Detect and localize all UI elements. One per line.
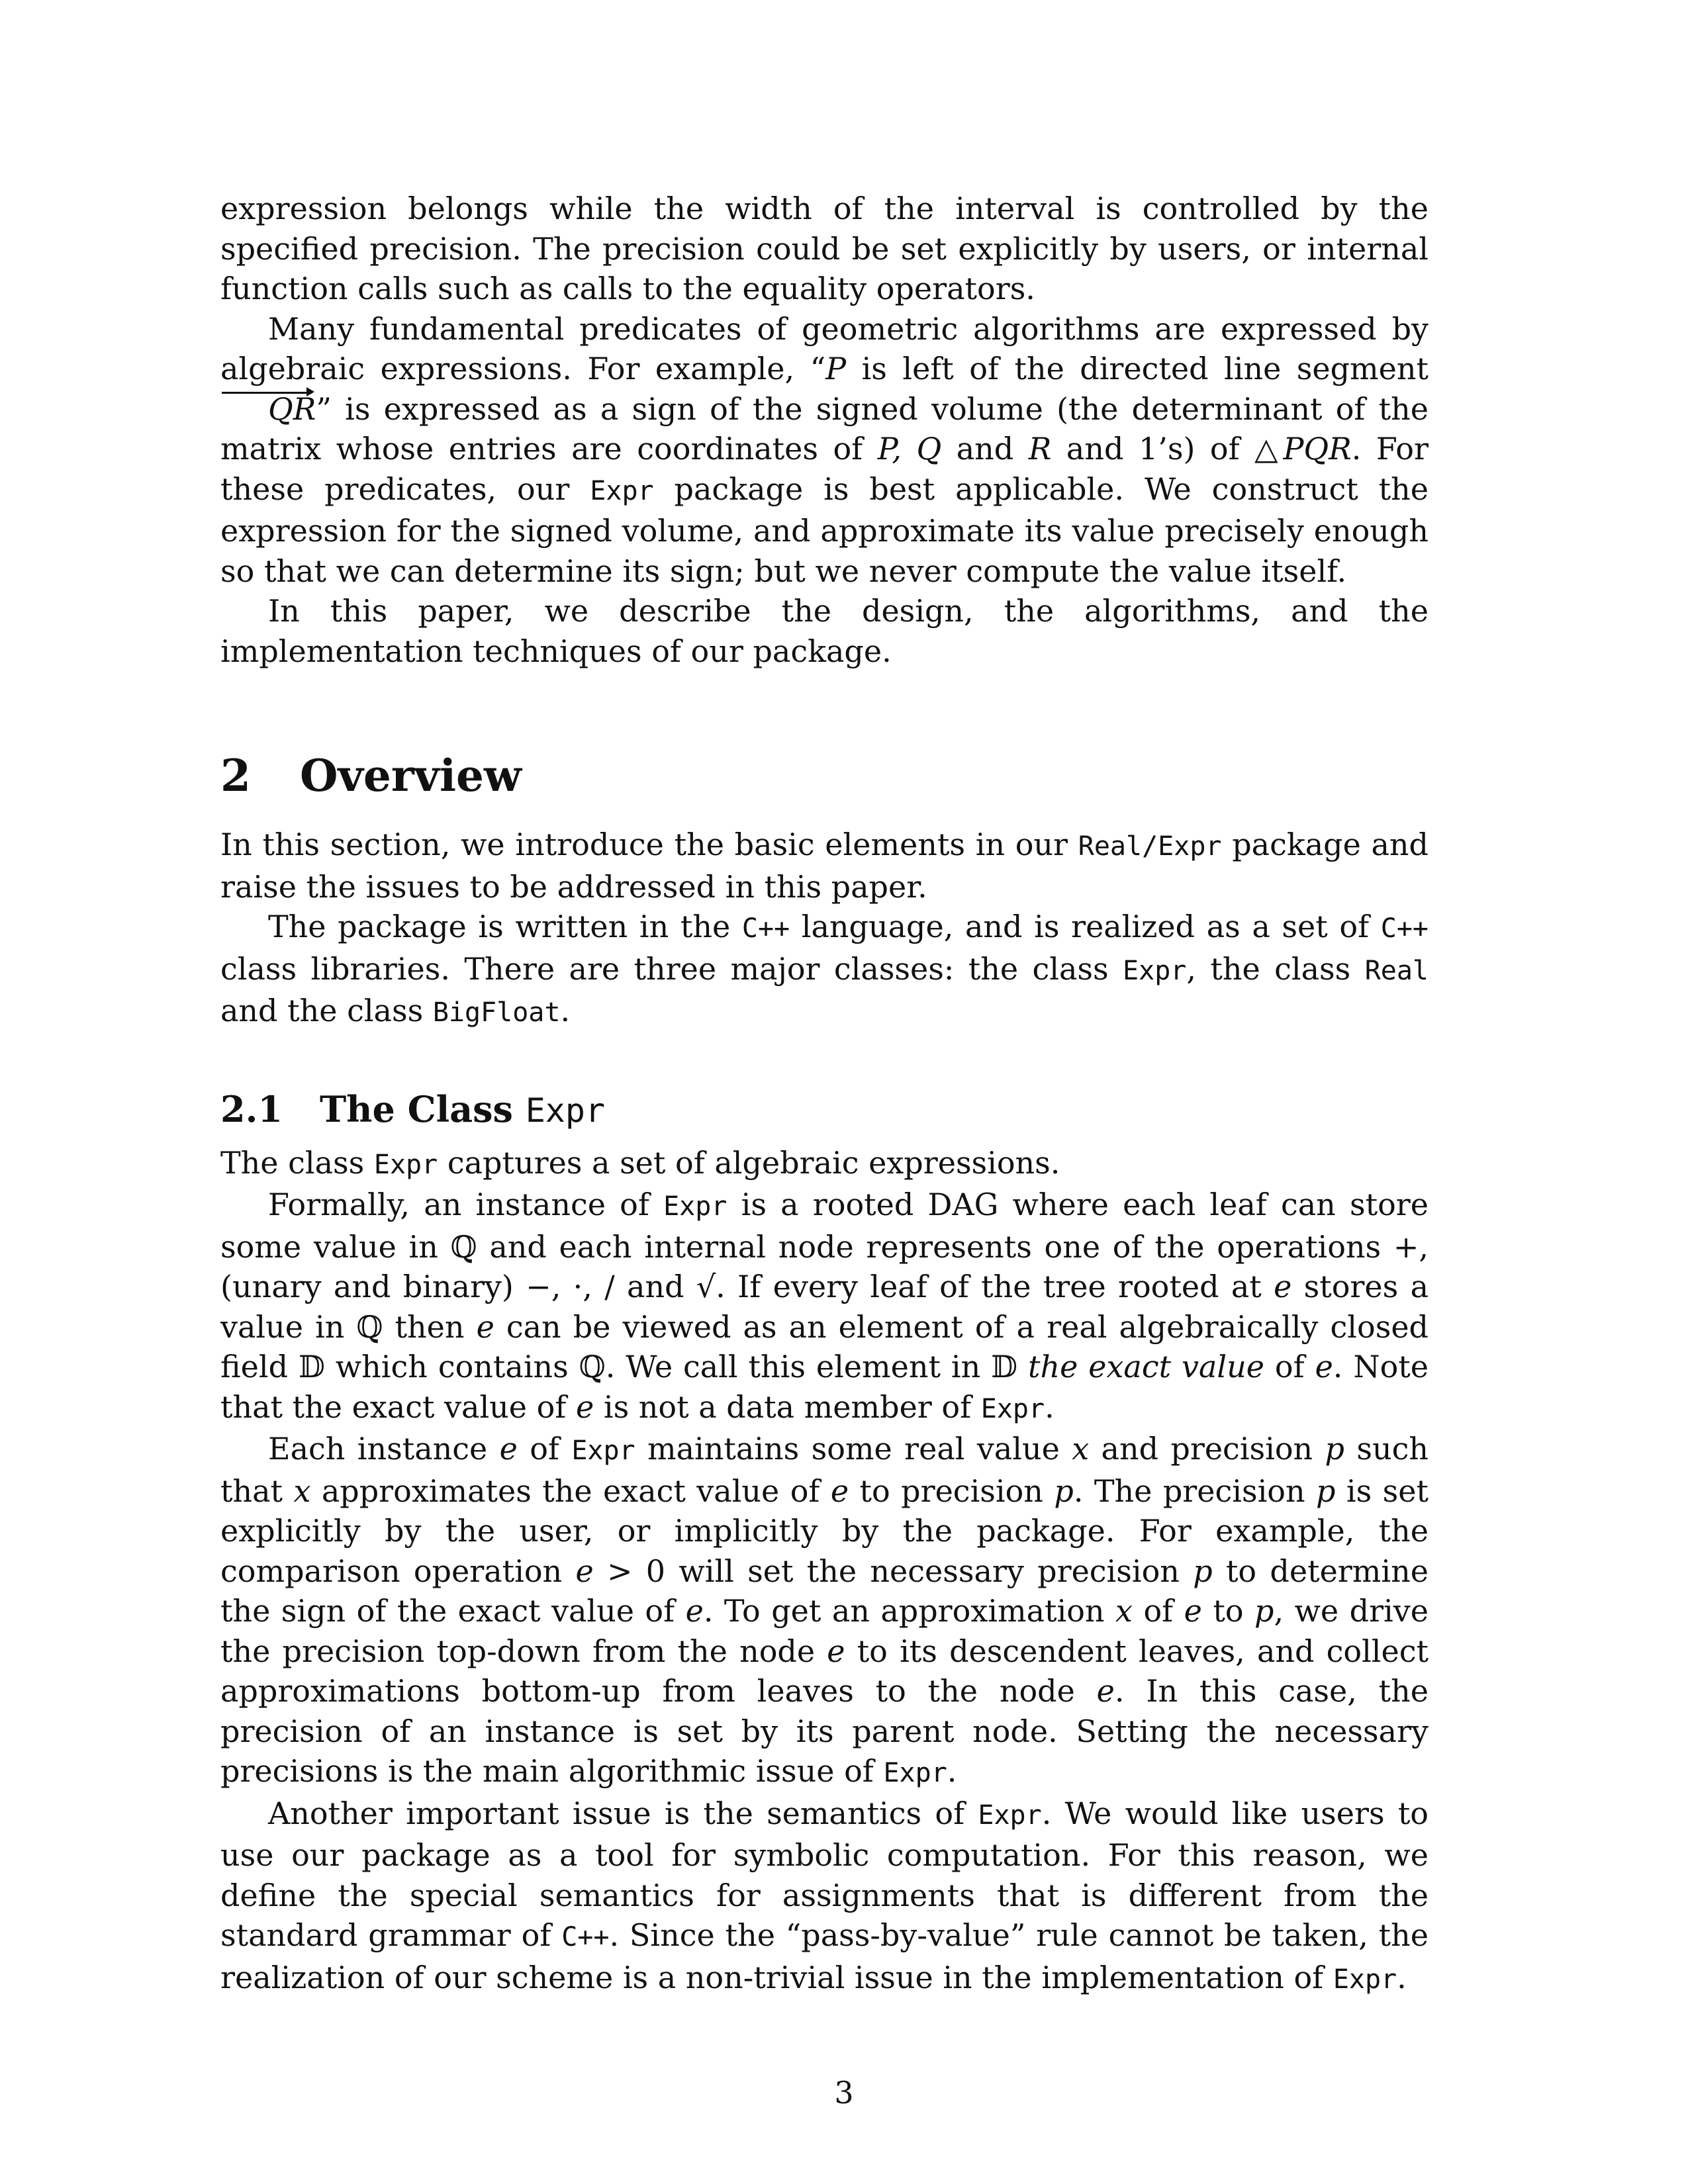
intro-paragraph-2 [220, 309, 1429, 592]
class-expr-paragraph-3 [220, 1429, 1429, 1794]
text: . [947, 1753, 957, 1789]
text: . To get an approximation [703, 1593, 1116, 1629]
text: to its descendent leaves, and collect approximations bottom-up from leaves to the node [220, 1633, 1429, 1709]
text: . Since the “pass-by-value” rule cannot be taken, the realization of our scheme is a non-trivial issue in the implementation of [220, 1917, 1429, 1995]
text: Many fundamental predicates of geometric algorithms are expressed by algebraic expressions. For example, “ [220, 310, 1429, 387]
text: The package is written in the [268, 909, 742, 944]
class-expr-paragraph-2 [220, 1185, 1429, 1429]
text: of [517, 1431, 572, 1467]
text: of [1132, 1593, 1184, 1629]
text: . Note that the exact value of [220, 1349, 1429, 1425]
text: . We would like users to use our package as a tool for symbolic computation. For this reason, we define the special semantics for assignments that is different from the standard grammar of [220, 1795, 1429, 1953]
math-var: e [1315, 1349, 1333, 1385]
intro-paragraph-3 [220, 591, 1429, 671]
math-var: e [575, 1553, 594, 1589]
math-var: p [1316, 1473, 1336, 1509]
text: of [1264, 1349, 1315, 1385]
text: is left of the directed line segment [846, 351, 1429, 387]
text: stores a value in ℚ then [220, 1269, 1429, 1345]
text: The class [220, 1144, 374, 1181]
text: to [1201, 1593, 1255, 1629]
math-var: PQR [1283, 431, 1352, 467]
code-term: Real/Expr [1078, 831, 1222, 862]
intro-paragraph-1 [220, 189, 1429, 309]
page-number: 3 [834, 2075, 854, 2111]
math-var: e [499, 1431, 518, 1467]
code-term: C++ [561, 1922, 610, 1952]
text: > 0 [593, 1553, 666, 1589]
math-var: e [827, 1633, 845, 1669]
math-var: e [830, 1473, 849, 1509]
math-var: x [1072, 1431, 1090, 1467]
text: Formally, an instance of [268, 1187, 664, 1222]
code-term: Real [1364, 955, 1429, 986]
code-term: C++ [1380, 913, 1429, 944]
text: , we drive the precision top-down from the node [220, 1593, 1429, 1669]
text: class libraries. There are three major classes: the class [220, 950, 1123, 987]
text: . The precision [1073, 1473, 1317, 1509]
text: . [1397, 1959, 1407, 1995]
code-term: BigFloat [432, 997, 561, 1028]
math-var: e [1184, 1593, 1202, 1629]
text: approximates the exact value of [310, 1473, 831, 1509]
code-term: Expr [978, 1799, 1042, 1831]
text: maintains some real value [635, 1431, 1072, 1467]
text: Another important issue is the semantics of [268, 1795, 978, 1831]
code-term: Expr [1123, 955, 1187, 986]
text: can be viewed as an element of a real algebraically closed field 𝔻 which contains ℚ. We call this element in 𝔻 [220, 1308, 1429, 1385]
text: to precision [849, 1473, 1055, 1509]
class-expr-paragraph-1 [220, 1143, 1429, 1185]
code-term: Expr [663, 1191, 727, 1222]
math-var: e [476, 1308, 494, 1345]
text: expression belongs while the width of the interval is controlled by the specified precision. The precision could be set explicitly by users, or internal function calls such as calls to the equality operators. [220, 191, 1429, 306]
text: . [1045, 1388, 1055, 1425]
math-var: p [1254, 1593, 1274, 1629]
text: . For these predicates, our [220, 431, 1429, 507]
overview-paragraph-2 [220, 907, 1429, 1033]
code-term: Expr [373, 1149, 438, 1180]
text: package is best applicable. We construct the expression for the signed volume, and approximate its value precisely enough so that we can determine its sign; but we never compute the value itself. [220, 471, 1429, 589]
class-expr-paragraph-4 [220, 1794, 1429, 2000]
math-var: e [1096, 1673, 1115, 1709]
math-var: x [293, 1473, 311, 1509]
text: is not a data member of [594, 1388, 981, 1425]
text: will set the necessary precision [665, 1553, 1194, 1589]
text: captures a set of algebraic expressions. [438, 1144, 1060, 1181]
text: . [560, 993, 571, 1028]
overview-paragraph-1 [220, 825, 1429, 907]
code-term: Expr [883, 1758, 947, 1788]
text: is a rooted DAG where each leaf can store some value in ℚ and each internal node represents one of the operations +, (unary and binary) −, ·, / and √. If every leaf of the tree rooted at [220, 1187, 1429, 1304]
math-var: x [1115, 1593, 1133, 1629]
code-term: C++ [741, 913, 790, 944]
text: Each instance [268, 1431, 500, 1467]
section-title: Overview [300, 750, 522, 801]
math-var: p [1325, 1431, 1344, 1467]
code-term: Expr [590, 475, 654, 506]
math-var: p [1054, 1473, 1074, 1509]
subsection-number: 2.1 [220, 1087, 283, 1130]
code-term: Expr [571, 1435, 635, 1466]
math-var: p [1193, 1553, 1213, 1589]
subsection-heading-class-expr [220, 1086, 1429, 1134]
math-var: e [576, 1388, 594, 1425]
text: and the class [220, 993, 433, 1028]
text: package and raise the issues to be addressed in this paper. [220, 827, 1429, 905]
code-term: Expr [525, 1091, 606, 1130]
math-var: P, Q [877, 431, 942, 467]
text: is set explicitly by the user, or implicitly by the package. For example, the comparison operation [220, 1473, 1429, 1589]
text: language, and is realized as a set of [790, 909, 1381, 944]
math-var: R [1028, 431, 1052, 467]
text: In this section, we introduce the basic elements in our [220, 827, 1078, 862]
math-var: e [685, 1593, 704, 1629]
text: and precision [1089, 1431, 1325, 1467]
text: . In this case, the precision of an instance is set by its parent node. Setting the necessary precisions is the main algorithmic issue of [220, 1673, 1429, 1789]
emphasis: the exact value [1027, 1349, 1264, 1385]
text-column [220, 189, 1429, 1999]
text: , the class [1186, 950, 1365, 987]
vector-qr: QR [220, 389, 316, 430]
section-number: 2 [220, 750, 251, 801]
code-term: Expr [980, 1393, 1045, 1424]
subsection-title: The Class [320, 1087, 526, 1130]
text: such that [220, 1431, 1429, 1509]
section-heading-overview [220, 749, 1429, 802]
text: and 1’s) of △ [1051, 431, 1284, 467]
text: ” is expressed as a sign of the signed volume (the determinant of the matrix whose entries are coordinates of [220, 390, 1429, 467]
text: In this paper, we describe the design, the algorithms, and the implementation techniques of our package. [220, 593, 1429, 669]
math-var: e [1274, 1269, 1292, 1304]
math-var: P [825, 351, 847, 387]
text: to determine the sign of the exact value of [220, 1553, 1429, 1629]
text: and [941, 431, 1029, 467]
code-term: Expr [1333, 1964, 1397, 1995]
